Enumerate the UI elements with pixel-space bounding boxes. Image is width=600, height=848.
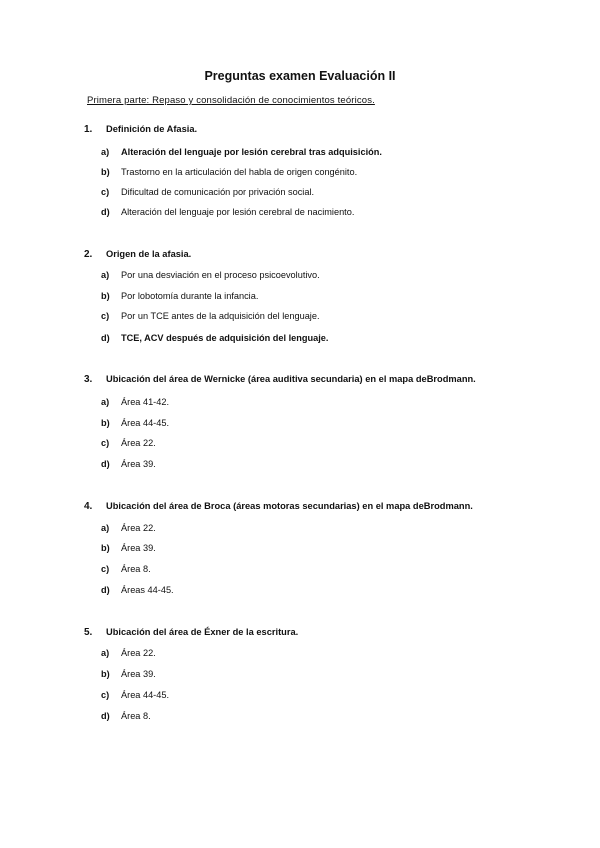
option-letter: a) [101, 397, 110, 407]
option-text: Alteración del lenguaje por lesión cerebral de nacimiento. [121, 207, 355, 217]
question-number: 3. [84, 374, 93, 385]
option-text: Por lobotomía durante la infancia. [121, 291, 259, 301]
question-number: 1. [84, 124, 93, 135]
question-number: 4. [84, 501, 93, 512]
option-letter: b) [101, 669, 110, 679]
option-3b [101, 418, 169, 428]
option-4a [101, 523, 156, 533]
question-number: 5. [84, 627, 93, 638]
option-letter: d) [101, 585, 110, 595]
option-4b [101, 543, 156, 553]
option-2d [101, 333, 328, 343]
option-text: Área 8. [121, 711, 151, 721]
question-text: Origen de la afasia. [106, 249, 192, 259]
question-1 [84, 124, 197, 135]
option-letter: c) [101, 564, 110, 574]
option-2a [101, 270, 320, 280]
option-3c [101, 438, 156, 448]
option-text: Área 44-45. [121, 418, 170, 428]
option-5d [101, 711, 151, 721]
option-3a [101, 397, 169, 407]
option-text: Áreas 44-45. [121, 585, 174, 595]
option-letter: d) [101, 333, 110, 343]
option-letter: a) [101, 270, 110, 280]
option-text: Área 22. [121, 523, 156, 533]
option-letter: b) [101, 167, 110, 177]
option-text: Área 39. [121, 543, 156, 553]
question-4 [84, 501, 473, 512]
option-5c [101, 690, 169, 700]
option-text: Alteración del lenguaje por lesión cerebral tras adquisición. [121, 147, 382, 157]
option-5b [101, 669, 156, 679]
option-letter: a) [101, 147, 110, 157]
option-text: Área 41-42. [121, 397, 170, 407]
option-letter: d) [101, 459, 110, 469]
option-text: Área 22. [121, 438, 156, 448]
option-text: TCE, ACV después de adquisición del lenguaje. [121, 333, 329, 343]
option-letter: c) [101, 187, 110, 197]
question-text: Ubicación del área de Éxner de la escritura. [106, 627, 299, 637]
option-letter: c) [101, 311, 110, 321]
question-text: Definición de Afasia. [106, 124, 198, 134]
question-number: 2. [84, 249, 93, 260]
option-letter: a) [101, 648, 110, 658]
option-3d [101, 459, 156, 469]
option-text: Área 8. [121, 564, 151, 574]
option-letter: c) [101, 690, 110, 700]
option-text: Área 44-45. [121, 690, 170, 700]
option-letter: a) [101, 523, 110, 533]
option-text: Área 39. [121, 459, 156, 469]
document-title: Preguntas examen Evaluación II [204, 69, 396, 83]
option-text: Por un TCE antes de la adquisición del lenguaje. [121, 311, 320, 321]
option-5a [101, 648, 156, 658]
option-text: Trastorno en la articulación del habla de origen congénito. [121, 167, 358, 177]
option-text: Área 22. [121, 648, 156, 658]
question-2 [84, 249, 191, 260]
option-2c [101, 311, 320, 321]
option-2b [101, 291, 258, 301]
option-4c [101, 564, 151, 574]
question-3 [84, 374, 476, 385]
option-1b [101, 167, 357, 177]
option-letter: b) [101, 418, 110, 428]
option-1d [101, 207, 354, 217]
option-letter: b) [101, 291, 110, 301]
option-1c [101, 187, 314, 197]
document-subtitle: Primera parte: Repaso y consolidación de conocimientos teóricos. [87, 95, 375, 106]
option-letter: c) [101, 438, 110, 448]
question-text: Ubicación del área de Broca (áreas motoras secundarias) en el mapa deBrodmann. [106, 501, 473, 511]
option-text: Área 39. [121, 669, 156, 679]
option-4d [101, 585, 174, 595]
option-letter: d) [101, 711, 110, 721]
question-text: Ubicación del área de Wernicke (área auditiva secundaria) en el mapa deBrodmann. [106, 374, 476, 384]
option-letter: b) [101, 543, 110, 553]
option-1a [101, 147, 382, 157]
question-5 [84, 627, 298, 638]
option-text: Por una desviación en el proceso psicoevolutivo. [121, 270, 320, 280]
option-letter: d) [101, 207, 110, 217]
option-text: Dificultad de comunicación por privación social. [121, 187, 315, 197]
